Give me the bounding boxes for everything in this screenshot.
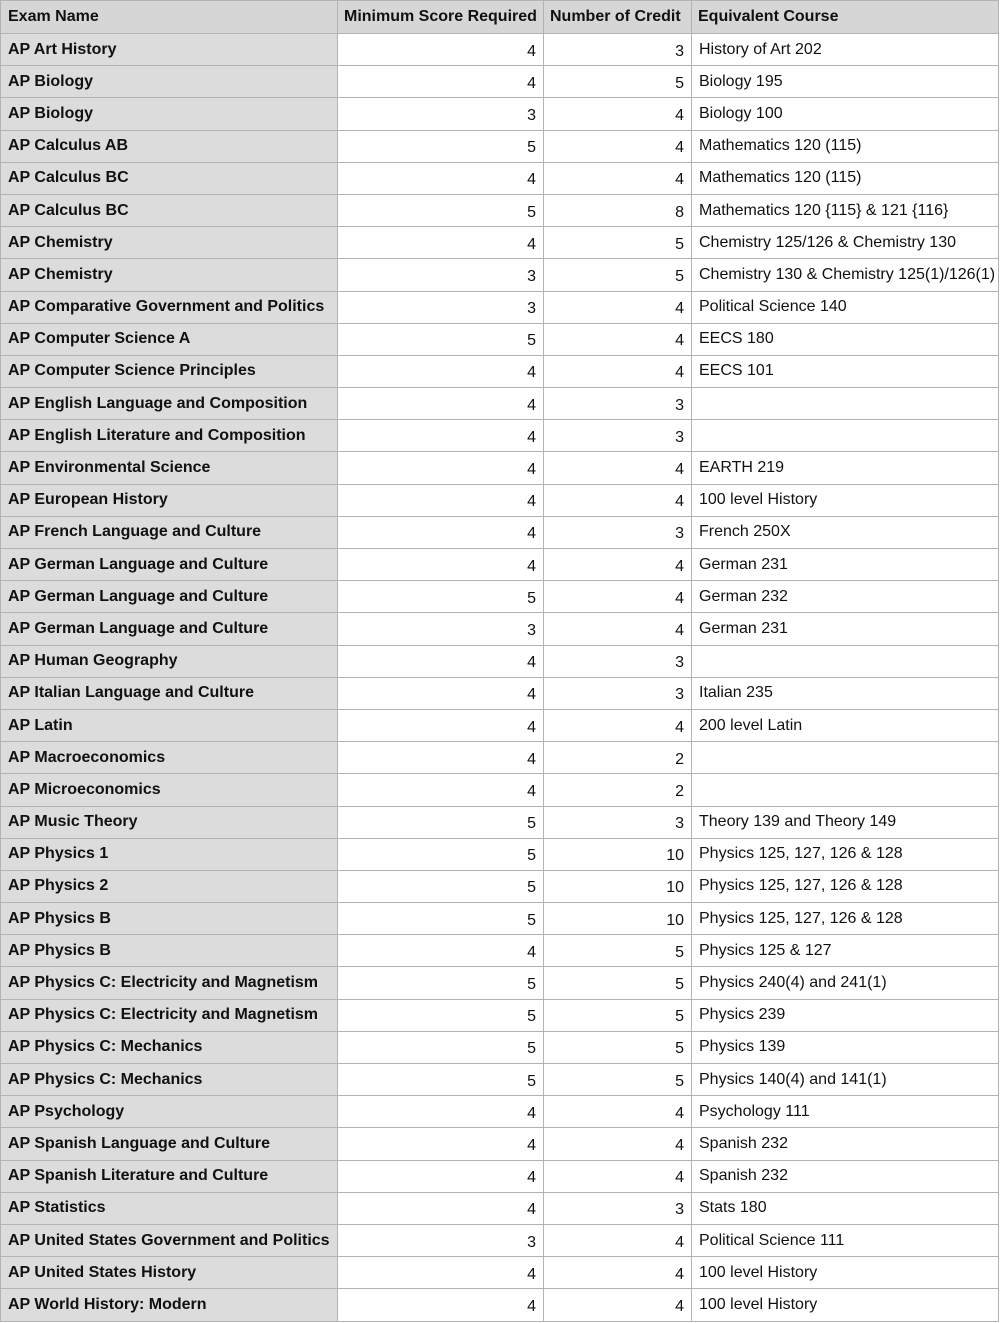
credits-cell: 8 bbox=[544, 194, 692, 226]
min-score-cell: 5 bbox=[338, 870, 544, 902]
table-row bbox=[1, 1224, 999, 1256]
credits-cell: 4 bbox=[544, 98, 692, 130]
min-score-cell: 3 bbox=[338, 291, 544, 323]
equivalent-course-cell: 100 level History bbox=[692, 484, 999, 516]
equivalent-course-cell: Spanish 232 bbox=[692, 1128, 999, 1160]
exam-name-cell: AP Computer Science Principles bbox=[1, 355, 338, 387]
exam-name-cell: AP Physics C: Electricity and Magnetism bbox=[1, 999, 338, 1031]
table-row bbox=[1, 452, 999, 484]
equivalent-course-cell: Mathematics 120 {115} & 121 {116} bbox=[692, 194, 999, 226]
equivalent-course-cell: Chemistry 125/126 & Chemistry 130 bbox=[692, 227, 999, 259]
credits-cell: 4 bbox=[544, 162, 692, 194]
table-row bbox=[1, 1160, 999, 1192]
exam-name-cell: AP European History bbox=[1, 484, 338, 516]
credits-cell: 5 bbox=[544, 66, 692, 98]
credits-cell: 4 bbox=[544, 323, 692, 355]
exam-name-cell: AP United States History bbox=[1, 1257, 338, 1289]
header-credits: Number of Credit bbox=[544, 1, 692, 34]
equivalent-course-cell: EECS 101 bbox=[692, 355, 999, 387]
equivalent-course-cell: German 231 bbox=[692, 549, 999, 581]
equivalent-course-cell bbox=[692, 388, 999, 420]
min-score-cell: 3 bbox=[338, 98, 544, 130]
min-score-cell: 3 bbox=[338, 259, 544, 291]
table-row bbox=[1, 581, 999, 613]
credits-cell: 4 bbox=[544, 581, 692, 613]
equivalent-course-cell: Physics 239 bbox=[692, 999, 999, 1031]
equivalent-course-cell: French 250X bbox=[692, 516, 999, 548]
table-row bbox=[1, 162, 999, 194]
min-score-cell: 5 bbox=[338, 581, 544, 613]
credits-cell: 4 bbox=[544, 484, 692, 516]
credits-cell: 5 bbox=[544, 259, 692, 291]
min-score-cell: 3 bbox=[338, 613, 544, 645]
exam-name-cell: AP World History: Modern bbox=[1, 1289, 338, 1321]
min-score-cell: 5 bbox=[338, 130, 544, 162]
min-score-cell: 5 bbox=[338, 1064, 544, 1096]
exam-name-cell: AP German Language and Culture bbox=[1, 581, 338, 613]
min-score-cell: 4 bbox=[338, 452, 544, 484]
table-row bbox=[1, 1289, 999, 1321]
credits-cell: 2 bbox=[544, 742, 692, 774]
min-score-cell: 4 bbox=[338, 742, 544, 774]
table-row bbox=[1, 613, 999, 645]
exam-name-cell: AP Physics C: Mechanics bbox=[1, 1064, 338, 1096]
table-row bbox=[1, 709, 999, 741]
min-score-cell: 5 bbox=[338, 806, 544, 838]
credits-cell: 10 bbox=[544, 903, 692, 935]
min-score-cell: 4 bbox=[338, 1160, 544, 1192]
exam-name-cell: AP Spanish Language and Culture bbox=[1, 1128, 338, 1160]
equivalent-course-cell: German 231 bbox=[692, 613, 999, 645]
exam-name-cell: AP Biology bbox=[1, 98, 338, 130]
credits-cell: 4 bbox=[544, 355, 692, 387]
equivalent-course-cell: Physics 125, 127, 126 & 128 bbox=[692, 838, 999, 870]
equivalent-course-cell bbox=[692, 420, 999, 452]
min-score-cell: 4 bbox=[338, 516, 544, 548]
equivalent-course-cell: German 232 bbox=[692, 581, 999, 613]
min-score-cell: 4 bbox=[338, 162, 544, 194]
equivalent-course-cell: 100 level History bbox=[692, 1289, 999, 1321]
table-row bbox=[1, 388, 999, 420]
credits-cell: 4 bbox=[544, 1096, 692, 1128]
credits-cell: 4 bbox=[544, 1224, 692, 1256]
equivalent-course-cell: Spanish 232 bbox=[692, 1160, 999, 1192]
exam-name-cell: AP Chemistry bbox=[1, 227, 338, 259]
table-row bbox=[1, 516, 999, 548]
equivalent-course-cell: Mathematics 120 (115) bbox=[692, 130, 999, 162]
exam-name-cell: AP Macroeconomics bbox=[1, 742, 338, 774]
exam-name-cell: AP Physics C: Mechanics bbox=[1, 1031, 338, 1063]
equivalent-course-cell: Italian 235 bbox=[692, 677, 999, 709]
min-score-cell: 4 bbox=[338, 1096, 544, 1128]
table-body bbox=[1, 34, 999, 1322]
exam-name-cell: AP Physics B bbox=[1, 935, 338, 967]
min-score-cell: 4 bbox=[338, 1128, 544, 1160]
equivalent-course-cell: Political Science 140 bbox=[692, 291, 999, 323]
equivalent-course-cell: EECS 180 bbox=[692, 323, 999, 355]
credits-cell: 4 bbox=[544, 130, 692, 162]
table-row bbox=[1, 935, 999, 967]
exam-name-cell: AP Statistics bbox=[1, 1192, 338, 1224]
header-row bbox=[1, 1, 999, 34]
min-score-cell: 4 bbox=[338, 34, 544, 66]
credits-cell: 5 bbox=[544, 227, 692, 259]
credits-cell: 10 bbox=[544, 838, 692, 870]
exam-name-cell: AP Latin bbox=[1, 709, 338, 741]
equivalent-course-cell: Theory 139 and Theory 149 bbox=[692, 806, 999, 838]
exam-name-cell: AP English Language and Composition bbox=[1, 388, 338, 420]
table-row bbox=[1, 1257, 999, 1289]
credits-cell: 5 bbox=[544, 1064, 692, 1096]
equivalent-course-cell bbox=[692, 645, 999, 677]
exam-name-cell: AP Art History bbox=[1, 34, 338, 66]
exam-name-cell: AP Physics C: Electricity and Magnetism bbox=[1, 967, 338, 999]
credits-cell: 3 bbox=[544, 420, 692, 452]
exam-name-cell: AP Physics B bbox=[1, 903, 338, 935]
min-score-cell: 5 bbox=[338, 999, 544, 1031]
table-row bbox=[1, 1128, 999, 1160]
credits-cell: 3 bbox=[544, 388, 692, 420]
exam-name-cell: AP Computer Science A bbox=[1, 323, 338, 355]
exam-name-cell: AP French Language and Culture bbox=[1, 516, 338, 548]
exam-name-cell: AP Spanish Literature and Culture bbox=[1, 1160, 338, 1192]
credits-cell: 4 bbox=[544, 613, 692, 645]
credits-cell: 5 bbox=[544, 999, 692, 1031]
credits-cell: 5 bbox=[544, 967, 692, 999]
exam-name-cell: AP Calculus BC bbox=[1, 162, 338, 194]
min-score-cell: 5 bbox=[338, 194, 544, 226]
table-row bbox=[1, 323, 999, 355]
exam-name-cell: AP Calculus AB bbox=[1, 130, 338, 162]
credits-cell: 10 bbox=[544, 870, 692, 902]
exam-name-cell: AP Environmental Science bbox=[1, 452, 338, 484]
exam-name-cell: AP Human Geography bbox=[1, 645, 338, 677]
credits-cell: 4 bbox=[544, 709, 692, 741]
equivalent-course-cell: Physics 140(4) and 141(1) bbox=[692, 1064, 999, 1096]
min-score-cell: 5 bbox=[338, 967, 544, 999]
credits-cell: 4 bbox=[544, 1128, 692, 1160]
equivalent-course-cell: Physics 125 & 127 bbox=[692, 935, 999, 967]
table-row bbox=[1, 355, 999, 387]
header-equivalent-course: Equivalent Course bbox=[692, 1, 999, 34]
table-row bbox=[1, 838, 999, 870]
credits-cell: 2 bbox=[544, 774, 692, 806]
exam-name-cell: AP Physics 1 bbox=[1, 838, 338, 870]
table-row bbox=[1, 484, 999, 516]
credits-cell: 4 bbox=[544, 549, 692, 581]
exam-name-cell: AP German Language and Culture bbox=[1, 613, 338, 645]
table-row bbox=[1, 130, 999, 162]
credits-cell: 5 bbox=[544, 935, 692, 967]
equivalent-course-cell: EARTH 219 bbox=[692, 452, 999, 484]
table-row bbox=[1, 870, 999, 902]
min-score-cell: 4 bbox=[338, 709, 544, 741]
header-exam-name: Exam Name bbox=[1, 1, 338, 34]
min-score-cell: 4 bbox=[338, 774, 544, 806]
equivalent-course-cell: 200 level Latin bbox=[692, 709, 999, 741]
equivalent-course-cell: Biology 100 bbox=[692, 98, 999, 130]
exam-name-cell: AP Italian Language and Culture bbox=[1, 677, 338, 709]
credits-cell: 3 bbox=[544, 806, 692, 838]
min-score-cell: 4 bbox=[338, 66, 544, 98]
equivalent-course-cell: Political Science 111 bbox=[692, 1224, 999, 1256]
equivalent-course-cell: Physics 125, 127, 126 & 128 bbox=[692, 903, 999, 935]
table-row bbox=[1, 677, 999, 709]
min-score-cell: 4 bbox=[338, 645, 544, 677]
min-score-cell: 4 bbox=[338, 355, 544, 387]
table-row bbox=[1, 903, 999, 935]
table-row bbox=[1, 227, 999, 259]
credits-cell: 4 bbox=[544, 1160, 692, 1192]
table-row bbox=[1, 774, 999, 806]
equivalent-course-cell: Biology 195 bbox=[692, 66, 999, 98]
exam-name-cell: AP English Literature and Composition bbox=[1, 420, 338, 452]
exam-name-cell: AP Biology bbox=[1, 66, 338, 98]
min-score-cell: 4 bbox=[338, 484, 544, 516]
table-row bbox=[1, 1064, 999, 1096]
equivalent-course-cell: 100 level History bbox=[692, 1257, 999, 1289]
credits-cell: 3 bbox=[544, 645, 692, 677]
credits-cell: 3 bbox=[544, 516, 692, 548]
equivalent-course-cell: Chemistry 130 & Chemistry 125(1)/126(1) bbox=[692, 259, 999, 291]
min-score-cell: 4 bbox=[338, 227, 544, 259]
credits-cell: 5 bbox=[544, 1031, 692, 1063]
table-row bbox=[1, 420, 999, 452]
min-score-cell: 4 bbox=[338, 420, 544, 452]
table-row bbox=[1, 999, 999, 1031]
exam-name-cell: AP United States Government and Politics bbox=[1, 1224, 338, 1256]
min-score-cell: 4 bbox=[338, 677, 544, 709]
exam-name-cell: AP Chemistry bbox=[1, 259, 338, 291]
min-score-cell: 4 bbox=[338, 1257, 544, 1289]
table-row bbox=[1, 1192, 999, 1224]
exam-name-cell: AP Calculus BC bbox=[1, 194, 338, 226]
table-row bbox=[1, 194, 999, 226]
table-row bbox=[1, 66, 999, 98]
exam-name-cell: AP Psychology bbox=[1, 1096, 338, 1128]
table-row bbox=[1, 645, 999, 677]
min-score-cell: 4 bbox=[338, 549, 544, 581]
equivalent-course-cell: Physics 125, 127, 126 & 128 bbox=[692, 870, 999, 902]
equivalent-course-cell bbox=[692, 774, 999, 806]
table-row bbox=[1, 806, 999, 838]
credits-cell: 4 bbox=[544, 1289, 692, 1321]
credits-cell: 3 bbox=[544, 1192, 692, 1224]
table-row bbox=[1, 742, 999, 774]
exam-name-cell: AP Physics 2 bbox=[1, 870, 338, 902]
header-min-score: Minimum Score Required bbox=[338, 1, 544, 34]
equivalent-course-cell: History of Art 202 bbox=[692, 34, 999, 66]
min-score-cell: 5 bbox=[338, 1031, 544, 1063]
exam-name-cell: AP Microeconomics bbox=[1, 774, 338, 806]
min-score-cell: 4 bbox=[338, 1192, 544, 1224]
credits-cell: 4 bbox=[544, 452, 692, 484]
table-row bbox=[1, 98, 999, 130]
table-row bbox=[1, 1031, 999, 1063]
credits-cell: 3 bbox=[544, 34, 692, 66]
min-score-cell: 5 bbox=[338, 323, 544, 355]
table-row bbox=[1, 549, 999, 581]
equivalent-course-cell: Stats 180 bbox=[692, 1192, 999, 1224]
min-score-cell: 5 bbox=[338, 903, 544, 935]
table-row bbox=[1, 967, 999, 999]
equivalent-course-cell bbox=[692, 742, 999, 774]
equivalent-course-cell: Physics 139 bbox=[692, 1031, 999, 1063]
credits-cell: 3 bbox=[544, 677, 692, 709]
table-header bbox=[1, 1, 999, 34]
exam-name-cell: AP German Language and Culture bbox=[1, 549, 338, 581]
min-score-cell: 3 bbox=[338, 1224, 544, 1256]
table-row bbox=[1, 1096, 999, 1128]
min-score-cell: 5 bbox=[338, 838, 544, 870]
table-row bbox=[1, 259, 999, 291]
min-score-cell: 4 bbox=[338, 935, 544, 967]
equivalent-course-cell: Physics 240(4) and 241(1) bbox=[692, 967, 999, 999]
min-score-cell: 4 bbox=[338, 1289, 544, 1321]
equivalent-course-cell: Psychology 111 bbox=[692, 1096, 999, 1128]
equivalent-course-cell: Mathematics 120 (115) bbox=[692, 162, 999, 194]
table-row bbox=[1, 291, 999, 323]
min-score-cell: 4 bbox=[338, 388, 544, 420]
table-row bbox=[1, 34, 999, 66]
credits-cell: 4 bbox=[544, 1257, 692, 1289]
credits-cell: 4 bbox=[544, 291, 692, 323]
exam-name-cell: AP Music Theory bbox=[1, 806, 338, 838]
exam-name-cell: AP Comparative Government and Politics bbox=[1, 291, 338, 323]
